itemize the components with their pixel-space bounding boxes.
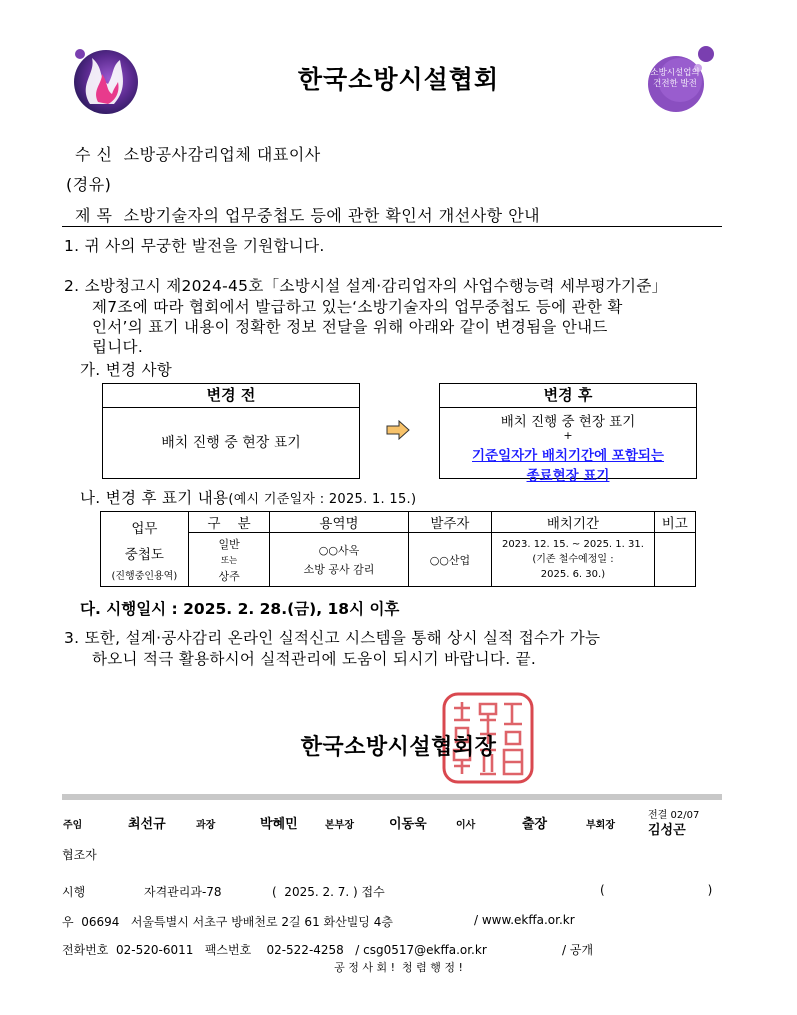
website-link[interactable]: / www.ekffa.or.kr: [474, 913, 575, 927]
example-table: [100, 511, 696, 587]
paragraph-1: 1. 귀 사의 무궁한 발전을 기원합니다.: [64, 237, 325, 255]
after-heading: 변경 후: [440, 384, 696, 408]
approval-label-executive: 이사: [456, 820, 476, 831]
address: 우 06694 서울특별시 서초구 방배천로 2길 61 화산빌딩 4층: [62, 915, 393, 929]
after-line-2: 기준일자가 배치기간에 포함되는: [472, 448, 664, 464]
before-content: 배치 진행 중 현장 표기: [161, 435, 301, 451]
page-title: 한국소방시설협회: [297, 65, 500, 94]
section-c-heading: 다. 시행일시 : 2025. 2. 28.(금), 18시 이후: [80, 600, 400, 618]
sender-name: 한국소방시설협회장: [300, 735, 497, 760]
after-line-3: 종료현장 표기: [526, 468, 610, 484]
table-row: [101, 533, 696, 587]
after-plus: +: [563, 429, 573, 442]
paragraph-2-line-3: 인서’의 표기 내용이 정확한 정보 전달을 위해 아래와 같이 변경됨을 안내드: [92, 318, 608, 336]
table-header-remarks: 비고: [654, 512, 695, 533]
paragraph-2-line-4: 립니다.: [92, 338, 144, 356]
subject-line: [75, 203, 540, 226]
table-cell-remarks: [654, 533, 695, 587]
approval-name-executive: 출장: [522, 817, 548, 832]
recipient: 소방공사감리업체 대표이사: [123, 145, 321, 164]
table-header-client: 발주자: [408, 512, 492, 533]
badge-text: 소방시설업의 건전한 발전: [650, 68, 700, 89]
execution-label: 시행: [62, 885, 86, 899]
approval-label-director: 본부장: [325, 820, 354, 831]
table-col-overlap: 업무 중첩도 (진행중인용역): [101, 512, 189, 587]
before-box: [102, 383, 360, 479]
table-cell-project: ○○사옥 소방 공사 감리: [270, 533, 408, 587]
approval-name-director: 이동욱: [389, 817, 427, 832]
section-b-note: (예시 기준일자 : 2025. 1. 15.): [228, 492, 417, 507]
recipient-line: [75, 142, 321, 165]
table-header-project: 용역명: [270, 512, 408, 533]
divider: [62, 226, 722, 227]
cooperator-label: 협조자: [62, 848, 97, 862]
slogan-footer: 공 정 사 회 ! 청 렴 행 정 !: [334, 961, 463, 974]
section-a-heading: 가. 변경 사항: [80, 361, 173, 379]
contact-info: 전화번호 02-520-6011 팩스번호 02-522-4258 / csg0517@ekffa.or.kr: [62, 943, 487, 957]
approval-name-staff: 최선규: [128, 817, 166, 832]
approval-name-vice-president: 김성곤: [648, 823, 686, 838]
table-cell-category: 일반 또는 상주: [188, 533, 270, 587]
table-header-period: 배치기간: [492, 512, 654, 533]
execution-number: 자격관리과-78: [144, 885, 222, 899]
approval-delegation-note: 전결 02/07: [648, 810, 700, 821]
execution-date: ( 2025. 2. 7. ) 접수: [272, 885, 385, 899]
approval-name-manager: 박혜민: [260, 817, 298, 832]
approval-label-staff: 주임: [63, 820, 83, 831]
arrow-right-icon: [386, 420, 410, 444]
footer-band: [62, 794, 722, 800]
recipient-label: 수 신: [75, 145, 113, 164]
after-box: [439, 383, 697, 484]
paragraph-3-line-2: 하오니 적극 활용하시어 실적관리에 도움이 되시기 바랍니다. 끝.: [92, 650, 537, 668]
paragraph-2-line-1: 2. 소방청고시 제2024-45호「소방시설 설계·감리업자의 사업수행능력 세부평가기준」: [64, 277, 668, 295]
disclosure-status: / 공개: [562, 943, 594, 957]
subject-label: 제 목: [75, 206, 113, 225]
subject: 소방기술자의 업무중첩도 등에 관한 확인서 개선사항 안내: [123, 206, 541, 225]
paragraph-3-line-1: 3. 또한, 설계·공사감리 온라인 실적신고 시스템을 통해 상시 실적 접수가 가능: [64, 629, 601, 647]
before-heading: 변경 전: [103, 384, 359, 408]
approval-label-vice-president: 부회장: [586, 820, 615, 831]
table-header-category: 구 분: [188, 512, 270, 533]
paragraph-2-line-2: 제7조에 따라 협회에서 발급하고 있는‘소방기술자의 업무중첩도 등에 관한 확: [92, 298, 623, 316]
receipt-field: ( ): [600, 883, 713, 897]
section-b-heading: 나. 변경 후 표기 내용(예시 기준일자 : 2025. 1. 15.): [80, 489, 417, 507]
approval-label-manager: 과장: [196, 820, 216, 831]
via-line: (경유): [66, 175, 112, 194]
table-cell-client: ○○산업: [408, 533, 492, 587]
after-line-1: 배치 진행 중 현장 표기: [500, 414, 636, 430]
table-cell-period: 2023. 12. 15. ~ 2025. 1. 31. (기존 철수예정일 : 2025. 6. 30.): [492, 533, 654, 587]
